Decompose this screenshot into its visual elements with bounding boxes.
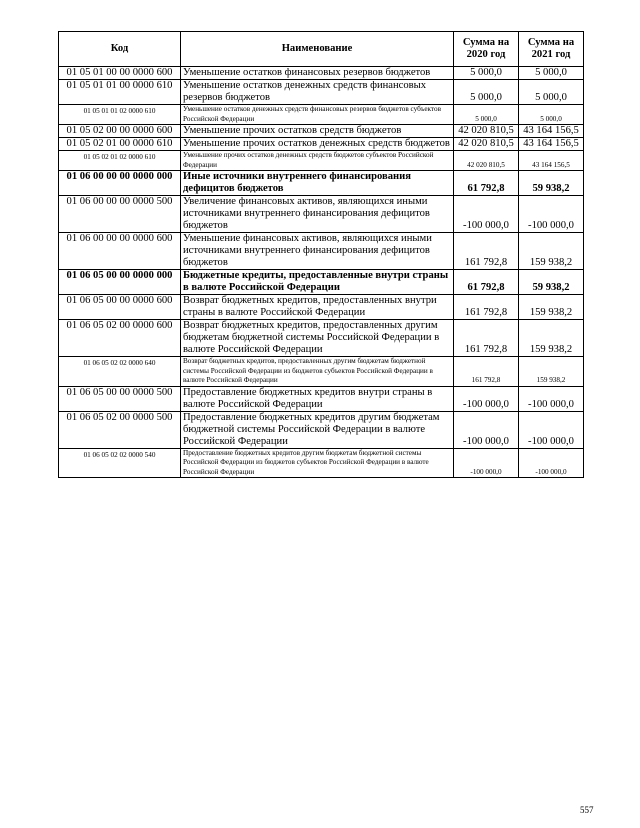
table-row xyxy=(59,138,584,151)
row-code: 01 05 01 01 00 0000 610 xyxy=(59,80,181,105)
row-name: Уменьшение остатков денежных средств финансовых резервов бюджетов xyxy=(181,80,454,105)
table-row xyxy=(59,80,584,105)
row-value-2021: 43 164 156,5 xyxy=(519,151,584,171)
row-value-2021: 43 164 156,5 xyxy=(519,125,584,138)
row-name: Увеличение финансовых активов, являющихся иными источниками внутреннего финансирования дефицитов бюджетов xyxy=(181,196,454,233)
header-sum-2021: Сумма на 2021 год xyxy=(519,32,584,67)
row-value-2020: 61 792,8 xyxy=(454,270,519,295)
table-header-row xyxy=(59,32,584,67)
row-value-2020: -100 000,0 xyxy=(454,411,519,448)
row-value-2020: -100 000,0 xyxy=(454,196,519,233)
row-value-2021: 5 000,0 xyxy=(519,80,584,105)
row-value-2020: 42 020 810,5 xyxy=(454,151,519,171)
row-value-2020: 5 000,0 xyxy=(454,80,519,105)
row-value-2021: -100 000,0 xyxy=(519,448,584,478)
row-value-2021: 5 000,0 xyxy=(519,105,584,125)
row-name: Бюджетные кредиты, предоставленные внутри страны в валюте Российской Федерации xyxy=(181,270,454,295)
row-code: 01 05 02 00 00 0000 600 xyxy=(59,125,181,138)
row-value-2021: 159 938,2 xyxy=(519,357,584,387)
table-row xyxy=(59,105,584,125)
row-value-2021: 43 164 156,5 xyxy=(519,138,584,151)
row-value-2021: 159 938,2 xyxy=(519,295,584,320)
table-row xyxy=(59,233,584,270)
row-code: 01 05 02 01 00 0000 610 xyxy=(59,138,181,151)
row-value-2020: 161 792,8 xyxy=(454,295,519,320)
table-row xyxy=(59,320,584,357)
row-value-2020: 42 020 810,5 xyxy=(454,138,519,151)
row-value-2020: 5 000,0 xyxy=(454,105,519,125)
row-value-2020: 5 000,0 xyxy=(454,67,519,80)
row-name: Уменьшение прочих остатков денежных средств бюджетов xyxy=(181,138,454,151)
row-value-2021: 159 938,2 xyxy=(519,320,584,357)
row-code: 01 06 00 00 00 0000 500 xyxy=(59,196,181,233)
row-code: 01 05 02 01 02 0000 610 xyxy=(59,151,181,171)
row-code: 01 05 01 01 02 0000 610 xyxy=(59,105,181,125)
header-name: Наименование xyxy=(181,32,454,67)
row-value-2021: 59 938,2 xyxy=(519,270,584,295)
table-body xyxy=(59,67,584,478)
row-name: Уменьшение остатков финансовых резервов бюджетов xyxy=(181,67,454,80)
row-code: 01 06 05 00 00 0000 500 xyxy=(59,386,181,411)
row-value-2021: 5 000,0 xyxy=(519,67,584,80)
table-row xyxy=(59,357,584,387)
row-code: 01 06 00 00 00 0000 000 xyxy=(59,171,181,196)
row-name: Возврат бюджетных кредитов, предоставленных внутри страны в валюте Российской Федерации xyxy=(181,295,454,320)
row-name: Предоставление бюджетных кредитов другим бюджетам бюджетной системы Российской Федерации в валюте Российской Федерации xyxy=(181,411,454,448)
table-row xyxy=(59,386,584,411)
budget-sources-table xyxy=(58,31,584,478)
row-name: Предоставление бюджетных кредитов внутри страны в валюте Российской Федерации xyxy=(181,386,454,411)
row-value-2020: -100 000,0 xyxy=(454,448,519,478)
header-code: Код xyxy=(59,32,181,67)
table-row xyxy=(59,171,584,196)
row-code: 01 06 05 02 00 0000 600 xyxy=(59,320,181,357)
row-value-2021: -100 000,0 xyxy=(519,411,584,448)
row-value-2021: -100 000,0 xyxy=(519,386,584,411)
table-row xyxy=(59,448,584,478)
row-code: 01 06 00 00 00 0000 600 xyxy=(59,233,181,270)
row-value-2021: 59 938,2 xyxy=(519,171,584,196)
table-row xyxy=(59,270,584,295)
table-row xyxy=(59,411,584,448)
row-value-2020: 161 792,8 xyxy=(454,320,519,357)
row-value-2020: 42 020 810,5 xyxy=(454,125,519,138)
row-code: 01 06 05 00 00 0000 000 xyxy=(59,270,181,295)
row-code: 01 05 01 00 00 0000 600 xyxy=(59,67,181,80)
row-name: Уменьшение остатков денежных средств финансовых резервов бюджетов субъектов Российской Федерации xyxy=(181,105,454,125)
row-name: Уменьшение прочих остатков средств бюджетов xyxy=(181,125,454,138)
row-name: Уменьшение финансовых активов, являющихся иными источниками внутреннего финансирования дефицитов бюджетов xyxy=(181,233,454,270)
row-name: Возврат бюджетных кредитов, предоставленных другим бюджетам бюджетной системы Российской Федерации в валюте Российской Федерации xyxy=(181,320,454,357)
table-row xyxy=(59,295,584,320)
row-code: 01 06 05 02 00 0000 500 xyxy=(59,411,181,448)
table-row xyxy=(59,125,584,138)
row-value-2021: -100 000,0 xyxy=(519,196,584,233)
table-row xyxy=(59,151,584,171)
row-name: Иные источники внутреннего финансирования дефицитов бюджетов xyxy=(181,171,454,196)
row-name: Возврат бюджетных кредитов, предоставленных другим бюджетам бюджетной системы Российской Федерации из бюджетов субъектов Российской Федерации в валюте Российской Федерации xyxy=(181,357,454,387)
row-value-2020: 161 792,8 xyxy=(454,233,519,270)
row-code: 01 06 05 02 02 0000 640 xyxy=(59,357,181,387)
row-code: 01 06 05 00 00 0000 600 xyxy=(59,295,181,320)
row-value-2020: 161 792,8 xyxy=(454,357,519,387)
page-number: 557 xyxy=(580,805,594,815)
table-row xyxy=(59,196,584,233)
row-value-2020: -100 000,0 xyxy=(454,386,519,411)
row-name: Предоставление бюджетных кредитов другим бюджетам бюджетной системы Российской Федерации из бюджетов субъектов Российской Федерации в валюте Российской Федерации xyxy=(181,448,454,478)
header-sum-2020: Сумма на 2020 год xyxy=(454,32,519,67)
row-name: Уменьшение прочих остатков денежных средств бюджетов субъектов Российской Федерации xyxy=(181,151,454,171)
row-value-2021: 159 938,2 xyxy=(519,233,584,270)
row-code: 01 06 05 02 02 0000 540 xyxy=(59,448,181,478)
table-row xyxy=(59,67,584,80)
row-value-2020: 61 792,8 xyxy=(454,171,519,196)
